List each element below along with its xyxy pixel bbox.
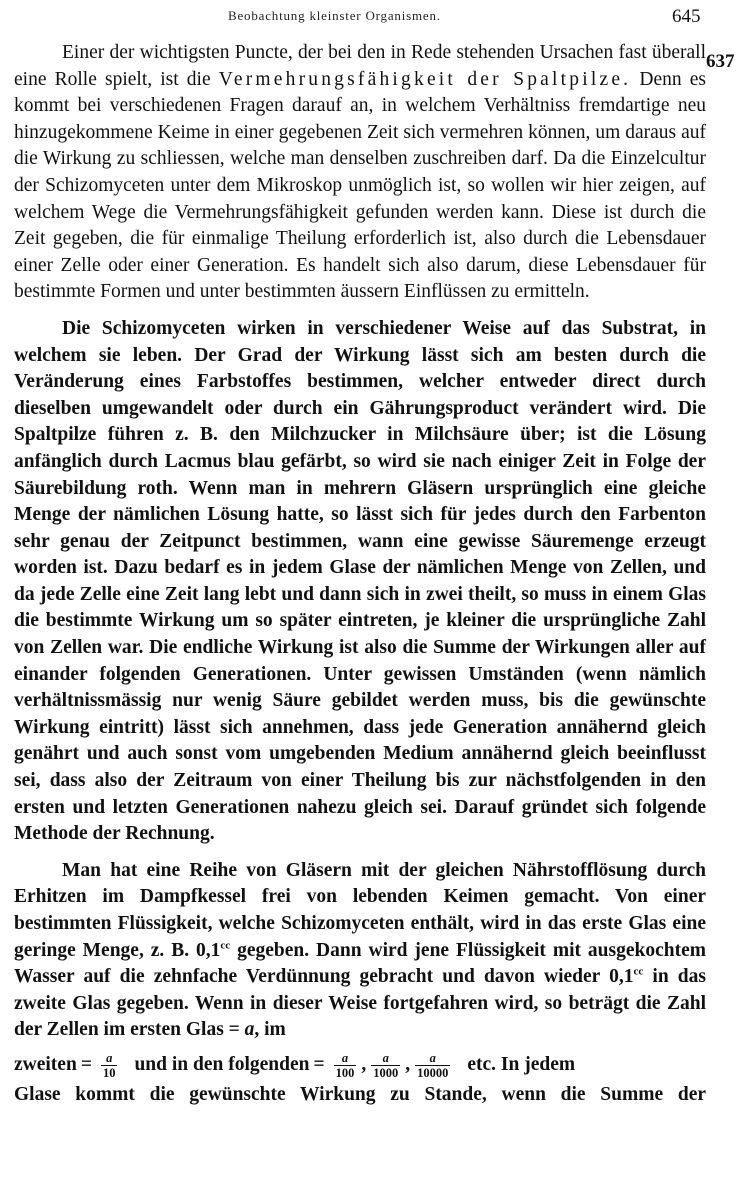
paragraph-3-part-3: in das zweite Glas gegeben. Wenn in dieser Weise fortgefahren wird, so beträgt die Zahl der Zellen im ersten Glas = <box>14 966 706 1041</box>
equals-sign-1: = <box>80 1054 92 1076</box>
paragraph-3-part-4: , im <box>254 1019 286 1041</box>
paragraph-1-rest: Denn es kommt bei verschiedenen Fragen darauf an, in welchem Verhältniss fremdartige neu hinzugekommene Keime in einer gegebenen Zeit sich vermehren können, um daraus auf die Wirkung zu schliessen, welche man denselben zuschreiben darf. Da die Einzelcultur der Schizomyceten unter dem Mikroskop unmöglich ist, so wollen wir hier zeigen, auf welchem Wege die Vermehrungsfähigkeit gefunden werden kann. Diese ist durch die Zeit gegeben, die für einmalige Theilung erforderlich ist, also durch die Lebensdauer einer Zelle oder einer Generation. Es handelt sich also darum, diese Lebensdauer für bestimmte Formen und unter bestimmten äussern Einflüssen zu ermitteln. <box>14 68 706 303</box>
paragraph-1 <box>14 40 706 306</box>
comma-1: , <box>361 1054 367 1076</box>
fraction-4-denominator: 10000 <box>417 1065 449 1080</box>
fraction-1-denominator: 10 <box>102 1065 116 1080</box>
equals-sign-2: = <box>313 1054 325 1076</box>
fraction-a-over-10000 <box>415 1051 450 1080</box>
unit-cc-2: cc <box>633 965 644 978</box>
paragraph-3 <box>14 858 706 1044</box>
margin-page-reference: 637 <box>706 51 735 72</box>
formula-lead: zweiten <box>14 1054 77 1076</box>
emphasis-vermehrungsfaehigkeit: Vermehrungsfähigkeit der Spaltpilze. <box>218 68 632 90</box>
fraction-4-numerator: a <box>429 1050 436 1065</box>
formula-tail: etc. In jedem <box>467 1054 576 1076</box>
fraction-3-denominator: 1000 <box>373 1065 399 1080</box>
page-body <box>14 40 706 1109</box>
variable-a: a <box>244 1019 255 1041</box>
running-title: Beobachtung kleinster Organismen. <box>228 8 441 23</box>
unit-cc-1: cc <box>220 939 231 952</box>
fraction-1-numerator: a <box>106 1050 113 1065</box>
page-number: 645 <box>672 6 701 27</box>
running-header <box>0 8 750 30</box>
formula-line <box>14 1051 706 1080</box>
paragraph-3-part-1: Man hat eine Reihe von Gläsern mit der gleichen Nährstofflösung durch Erhitzen im Dampfkessel frei von lebenden Keimen gemacht. Von einer bestimmten Flüssigkeit, welche Schizomyceten enthält, wird in das erste Glas eine geringe Menge, z. B. 0,1 <box>14 859 706 961</box>
fraction-a-over-100 <box>334 1051 357 1080</box>
final-line: Glase kommt die gewünschte Wirkung zu Stande, wenn die Summe der <box>14 1083 706 1105</box>
paragraph-2: Die Schizomyceten wirken in verschiedener Weise auf das Substrat, in welchem sie leben. Der Grad der Wirkung lässt sich am besten durch die Veränderung eines Farbstoffes bestimmen, welcher entweder direct durch dieselben umgewandelt oder durch ein Gährungsproduct verändert wird. Die Spaltpilze führen z. B. den Milchzucker in Milchsäure über; ist die Lösung anfänglich durch Lacmus blau gefärbt, so wird sie nach einiger Zeit in Folge der Säurebildung roth. Wenn man in mehrern Gläsern ursprünglich eine gleiche Menge der nämlichen Lösung hatte, so lässt sich für jedes durch den Farbenton sehr genau der Zeitpunct bestimmen, wann eine gewisse Säuremenge erzeugt worden ist. Dazu bedarf es in jedem Glase der nämlichen Menge von Zellen, und da jede Zelle eine Zeit lang lebt und dann sich in zwei theilt, so muss in einem Glas die bestimmte Wirkung um so später eintreten, je kleiner die ursprüngliche Zahl von Zellen war. Die endliche Wirkung ist also die Summe der Wirkungen aller auf einander folgenden Generationen. Unter gewissen Umständen (wenn nämlich verhältnissmässig nur wenig Säure gebildet werden muss, bis die gewünschte Wirkung eintritt) lässt sich annehmen, dass jede Generation annähernd gleich genährt und auch sonst vom umgebenden Medium annähernd gleich beeinflusst sei, dass also der Zeitraum von einer Theilung bis zur nächstfolgenden in den ersten und letzten Generationen nahezu gleich sei. Darauf gründet sich folgende Methode der Rechnung. <box>14 317 706 845</box>
fraction-3-numerator: a <box>382 1050 389 1065</box>
comma-2: , <box>405 1054 411 1076</box>
fraction-2-numerator: a <box>341 1050 349 1065</box>
formula-middle: und in den folgenden <box>134 1054 310 1076</box>
fraction-a-over-1000 <box>371 1051 400 1080</box>
paragraph-3-part-2: gegeben. Dann wird jene Flüssigkeit mit ausgekochtem Wasser auf die zehnfache Verdünnung gebracht und davon wieder 0,1 <box>14 939 706 988</box>
paragraph-1-lead: Einer der wichtigsten Puncte, der bei den in Rede stehenden Ursachen fast überall eine Rolle spielt, ist die <box>14 42 706 90</box>
fraction-a-over-10 <box>101 1051 118 1080</box>
fraction-2-denominator: 100 <box>335 1065 355 1080</box>
